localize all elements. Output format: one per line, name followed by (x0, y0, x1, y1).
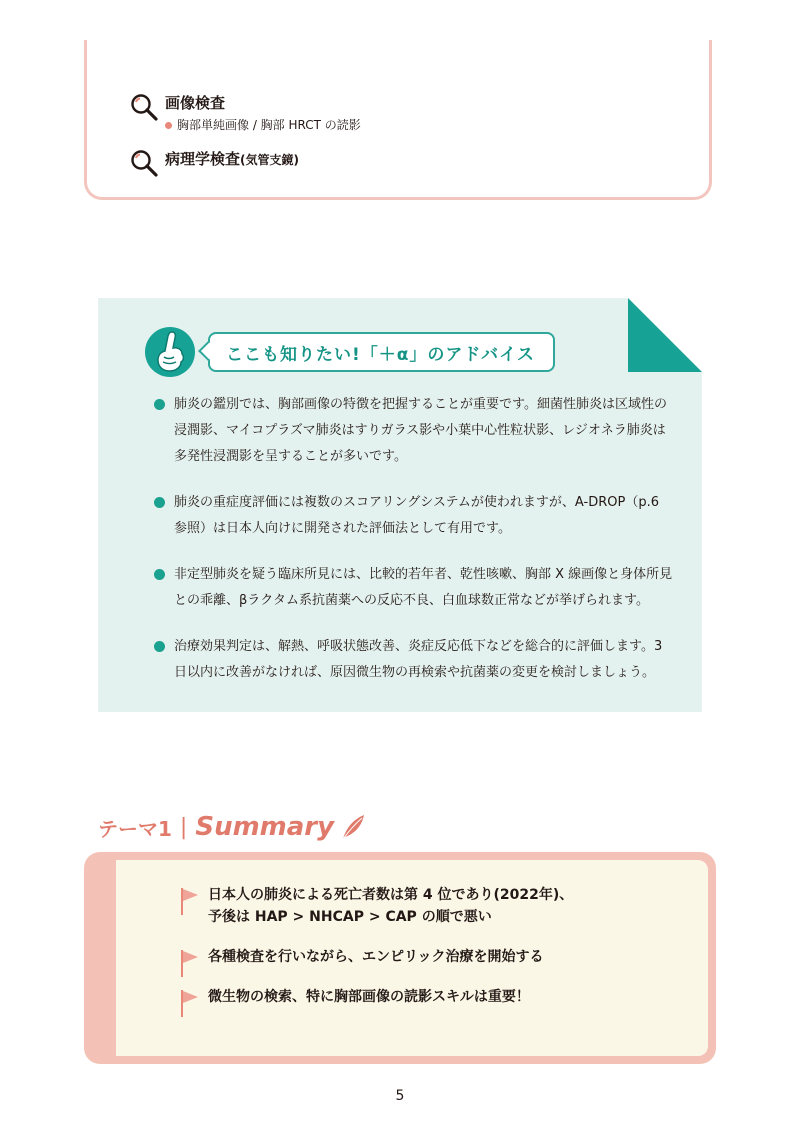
teal-bullet (154, 399, 165, 410)
magnifier-icon (129, 148, 159, 178)
summary-heading (98, 812, 366, 842)
flag-icon (180, 988, 200, 1018)
exam-title: 画像検査 (165, 94, 226, 112)
flag-icon (180, 948, 200, 978)
flag-icon (180, 886, 200, 916)
summary-text: 微生物の検索、特に胸部画像の読影スキルは重要！ (208, 989, 530, 1005)
advice-item (154, 392, 674, 470)
teal-bullet (154, 497, 165, 508)
advice-text: 肺炎の重症度評価には複数のスコアリングシステムが使われますが、A-DROP（p.6 参照）は日本人向けに開発された評価法として有用です。 (174, 495, 659, 536)
exam-item-pathology (129, 148, 299, 178)
exam-title-note: (気管支鏡) (240, 153, 299, 167)
exam-item-imaging (129, 92, 361, 134)
leaf-icon (340, 813, 366, 841)
advice-header (144, 326, 555, 378)
summary-text: 予後は HAP > NHCAP > CAP の順で悪い (208, 909, 492, 925)
summary-inner (116, 860, 708, 1056)
summary-separator: | (179, 814, 188, 840)
exam-title (165, 148, 299, 171)
advice-text: 肺炎の鑑別では、胸部画像の特徴を把握することが重要です。細菌性肺炎は区域性の浸潤影、マイコプラズマ肺炎はすりガラス影や小葉中心性粒状影、レジオネラ肺炎は多発性浸潤影を呈することが多いです。 (174, 397, 667, 464)
page-number: 5 (395, 1088, 405, 1104)
summary-text: 日本人の肺炎による死亡者数は第 4 位であり(2022年)、 (208, 887, 574, 903)
summary-list (180, 884, 573, 1026)
summary-item (180, 946, 573, 968)
advice-text: 非定型肺炎を疑う臨床所見には、比較的若年者、乾性咳嗽、胸部 X 線画像と身体所見との乖離、βラクタム系抗菌薬への反応不良、白血球数正常などが挙げられます。 (174, 567, 673, 608)
summary-title-text: Summary (195, 812, 335, 842)
advice-title (208, 332, 555, 372)
teal-bullet (154, 641, 165, 652)
exam-title-text: 病理学検査 (165, 150, 241, 168)
pointing-hand-icon (144, 326, 196, 378)
bullet-dot (165, 122, 172, 129)
advice-item (154, 634, 674, 686)
advice-item (154, 490, 674, 542)
summary-item (180, 884, 573, 928)
advice-box (98, 298, 702, 712)
summary-item (180, 986, 573, 1008)
corner-fold (628, 298, 702, 372)
advice-list (154, 392, 674, 706)
summary-theme: テーマ1 (98, 816, 172, 841)
advice-item (154, 562, 674, 614)
summary-box (84, 852, 716, 1064)
summary-text: 各種検査を行いながら、エンピリック治療を開始する (208, 949, 544, 965)
exam-box (84, 40, 712, 200)
pill-pointer (198, 341, 218, 361)
advice-title-text: ここも知りたい!「＋α」のアドバイス (226, 344, 535, 365)
advice-text: 治療効果判定は、解熱、呼吸状態改善、炎症反応低下などを総合的に評価します。3 日以内に改善がなければ、原因微生物の再検索や抗菌薬の変更を検討しましょう。 (174, 639, 663, 680)
magnifier-icon (129, 92, 159, 122)
exam-sub (165, 116, 361, 134)
exam-sub-text: 胸部単純画像 / 胸部 HRCT の読影 (177, 118, 361, 132)
teal-bullet (154, 569, 165, 580)
